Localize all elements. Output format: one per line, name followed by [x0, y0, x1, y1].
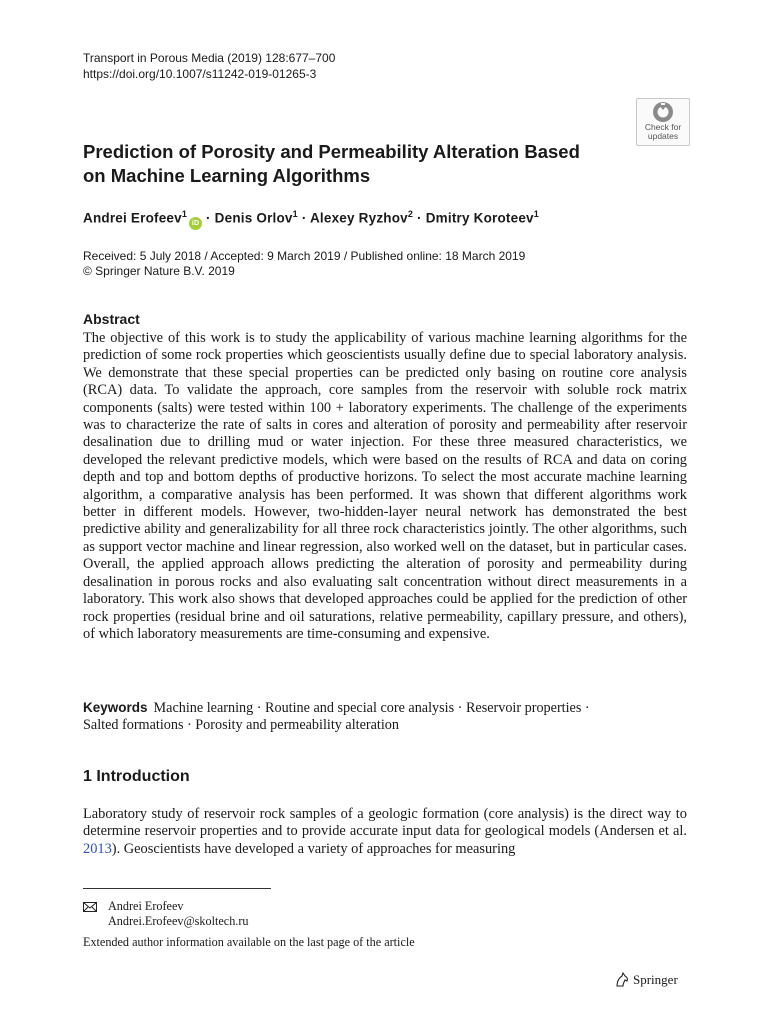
- keywords-label: Keywords: [83, 700, 148, 715]
- orcid-icon[interactable]: iD: [189, 217, 202, 230]
- updates-icon: [651, 101, 675, 123]
- intro-text-before: Laboratory study of reservoir rock samples of a geologic formation (core analysis) is the direct way to determine reservoir properties and to provide accurate input data for geological models (Andersen et al.: [83, 806, 687, 840]
- copyright-line: © Springer Nature B.V. 2019: [83, 264, 235, 278]
- author-separator: ·: [297, 210, 310, 226]
- author-affiliation: 1: [292, 209, 298, 219]
- paper-title: [83, 140, 643, 188]
- abstract-text: The objective of this work is to study the applicability of various machine learning algorithms for the prediction of some rock properties which geoscientists usually define due to special laboratory analysis. We demonstrate that these special properties can be predicted only basing on routine core analysis (RCA) data. To validate the approach, core samples from the reservoir with soluble rock matrix components (salts) were tested within 100 + laboratory experiments. The challenge of the experiments was to characterize the rate of salts in cores and alteration of porosity and permeability after reservoir desalination due to drilling mud or water injection. For these three measured characteristics, we developed the relevant predictive models, which were based on the results of RCA and data on coring depth and top and bottom depths of productive horizons. To select the most accurate machine learning algorithm, a comparative analysis has been performed. It was shown that different algorithms work better in different models. However, two-hidden-layer neural network has demonstrated the best predictive ability and generalizability for all three rock characteristics jointly. The other algorithms, such as support vector machine and linear regression, also worked well on the dataset, but in particular cases. Overall, the applied approach allows predicting the alteration of porosity and permeability during desalination in porous rocks and also evaluating salt concentration without direct measurements in a laboratory. This work also shows that developed approaches could be applied for the prediction of other rock properties (residual brine and oil saturations, relative permeability, capillary pressure, and others), of which laboratory measurements are time-consuming and expensive.: [83, 330, 687, 642]
- author-name[interactable]: Dmitry Koroteev: [425, 210, 534, 226]
- dates-line: Received: 5 July 2018 / Accepted: 9 March 2019 / Published online: 18 March 2019: [83, 249, 526, 263]
- doi-link[interactable]: https://doi.org/10.1007/s11242-019-01265-3: [83, 67, 317, 81]
- author-affiliation: 1: [181, 209, 188, 219]
- author-affiliation: 1: [533, 209, 539, 219]
- updates-label-1: Check for: [644, 122, 682, 132]
- footnote-divider: [83, 888, 271, 889]
- corresponding-author: [83, 899, 249, 929]
- updates-label-2: updates: [647, 131, 679, 141]
- corresponding-author-name: Andrei Erofeev: [108, 899, 184, 913]
- keywords-line-1: Machine learning · Routine and special core analysis · Reservoir properties ·: [153, 700, 590, 716]
- publisher-name: Springer: [633, 972, 678, 987]
- citation-link[interactable]: 2013: [83, 840, 112, 857]
- title-line-1: Prediction of Porosity and Permeability Alteration Based: [83, 141, 580, 162]
- extended-author-info: Extended author information available on the last page of the article: [83, 935, 415, 949]
- author-name[interactable]: Alexey Ryzhov: [309, 210, 408, 226]
- journal-header: [83, 50, 335, 82]
- introduction-text: [83, 806, 687, 858]
- check-for-updates-badge[interactable]: [636, 98, 690, 146]
- journal-citation: Transport in Porous Media (2019) 128:677–700: [83, 51, 336, 65]
- envelope-icon: [83, 902, 97, 912]
- section-heading-introduction: 1 Introduction: [83, 768, 190, 785]
- keywords: [83, 699, 687, 734]
- abstract-heading: Abstract: [83, 311, 140, 327]
- publication-dates: [83, 249, 525, 279]
- title-line-2: on Machine Learning Algorithms: [83, 165, 371, 186]
- keywords-line-2: Salted formations · Porosity and permeability alteration: [83, 717, 399, 733]
- intro-text-after: ). Geoscientists have developed a variety of approaches for measuring: [111, 840, 516, 857]
- author-affiliation: 2: [407, 209, 414, 219]
- author-name[interactable]: Denis Orlov: [214, 210, 293, 226]
- publisher-logo: [614, 972, 678, 988]
- springer-horse-icon: [614, 972, 630, 988]
- author-separator: ·: [202, 210, 215, 226]
- author-name[interactable]: Andrei Erofeev: [83, 210, 182, 226]
- author-list: [83, 209, 539, 230]
- author-separator: ·: [413, 210, 426, 226]
- corresponding-author-email[interactable]: Andrei.Erofeev@skoltech.ru: [108, 914, 249, 928]
